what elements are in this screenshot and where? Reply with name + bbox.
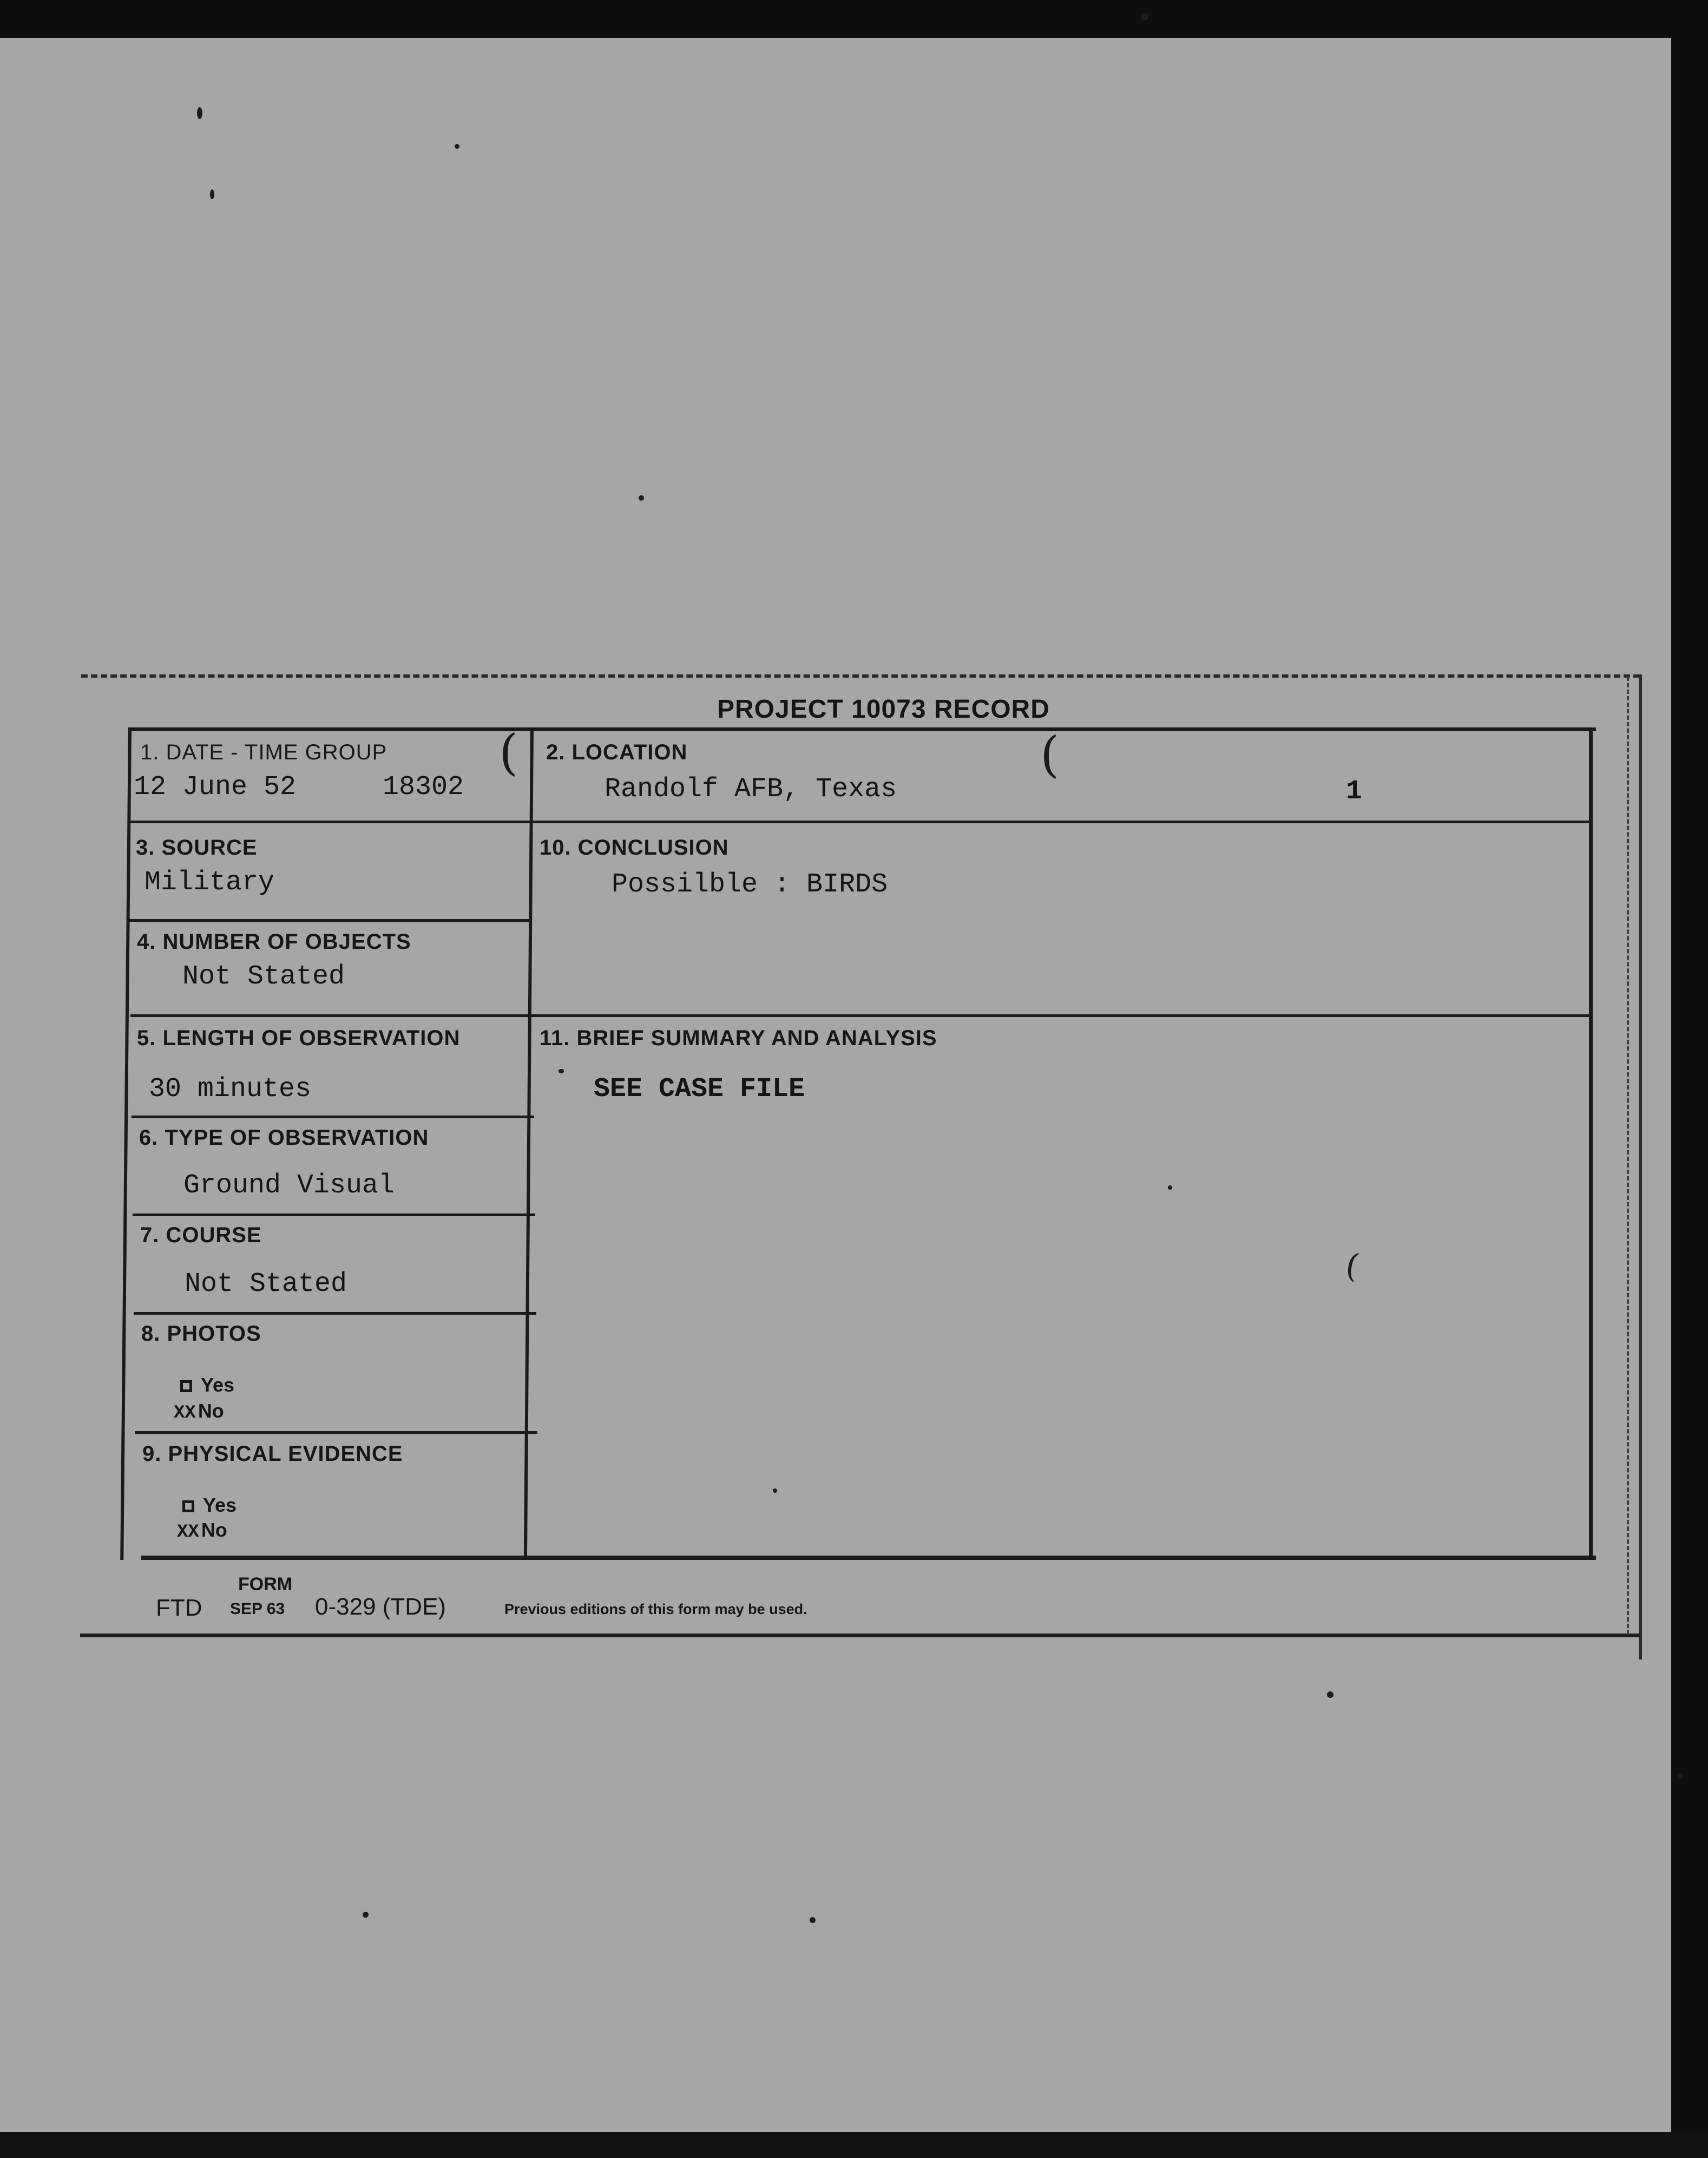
form-date-code: SEP 63 <box>230 1600 285 1618</box>
scan-speck <box>560 1069 564 1073</box>
physical-evidence-yes-label: Yes <box>203 1494 237 1516</box>
record-form <box>128 724 1596 1561</box>
scan-speck <box>810 1917 816 1923</box>
form-border-right <box>1589 727 1593 1560</box>
paren-mark-location: ( <box>1040 726 1060 783</box>
form-word: FORM <box>238 1574 293 1595</box>
location-label: 2. LOCATION <box>546 740 688 764</box>
date-time-label: 1. DATE - TIME GROUP <box>140 740 387 764</box>
scan-speck <box>639 495 644 501</box>
sleeve-edge-right-inner <box>1627 677 1629 1635</box>
form-border-top <box>128 727 1596 731</box>
scan-speck <box>1678 1773 1683 1777</box>
photos-no-option <box>174 1400 224 1424</box>
form-title: PROJECT 10073 RECORD <box>717 695 1050 724</box>
source-value: Military <box>144 867 275 898</box>
course-value: Not Stated <box>185 1269 347 1300</box>
film-border-right <box>1671 0 1708 2158</box>
film-border-bottom <box>0 2132 1708 2158</box>
physical-evidence-no-label: No <box>201 1519 227 1541</box>
physical-evidence-no-mark: XX <box>177 1522 199 1543</box>
photos-no-mark: XX <box>174 1403 196 1424</box>
course-label: 7. COURSE <box>140 1223 262 1247</box>
photos-yes-label: Yes <box>201 1374 235 1396</box>
film-border-top <box>0 0 1708 38</box>
date-value: 12 June 52 <box>134 772 297 803</box>
location-value: Randolf AFB, Texas <box>605 774 897 805</box>
divider-conclusion <box>533 1014 1592 1017</box>
photos-label: 8. PHOTOS <box>141 1322 261 1346</box>
scan-speck <box>773 1488 777 1493</box>
type-of-observation-label: 6. TYPE OF OBSERVATION <box>139 1126 429 1150</box>
sleeve-edge-right <box>1639 674 1642 1660</box>
length-of-observation-label: 5. LENGTH OF OBSERVATION <box>137 1026 461 1050</box>
sleeve-edge-top <box>81 674 1640 678</box>
divider-length <box>132 1116 534 1118</box>
divider-source <box>129 919 532 922</box>
form-agency: FTD <box>156 1595 202 1621</box>
conclusion-label: 10. CONCLUSION <box>540 836 729 860</box>
scan-speck <box>363 1912 369 1918</box>
divider-type <box>133 1214 535 1216</box>
summary-label: 11. BRIEF SUMMARY AND ANALYSIS <box>540 1026 937 1050</box>
physical-evidence-yes-option <box>182 1494 237 1517</box>
length-of-observation-value: 30 minutes <box>149 1074 312 1105</box>
column-divider <box>524 727 534 1560</box>
number-of-objects-label: 4. NUMBER OF OBJECTS <box>137 930 411 954</box>
photos-no-label: No <box>198 1400 224 1422</box>
physical-evidence-label: 9. PHYSICAL EVIDENCE <box>142 1442 403 1466</box>
checkbox-empty-icon <box>180 1380 192 1392</box>
checkbox-empty-icon <box>182 1500 194 1512</box>
scan-speck <box>1141 13 1148 21</box>
number-of-objects-value: Not Stated <box>182 961 345 992</box>
divider-date <box>128 821 532 823</box>
scan-speck <box>210 189 214 199</box>
divider-objects <box>130 1014 533 1017</box>
form-note: Previous editions of this form may be used. <box>504 1601 807 1617</box>
scan-speck <box>1168 1185 1172 1190</box>
type-of-observation-value: Ground Visual <box>183 1170 395 1201</box>
divider-location <box>531 821 1592 823</box>
paren-mark: ( <box>499 724 518 781</box>
time-value: 18302 <box>383 772 464 803</box>
sleeve-edge-bottom <box>80 1634 1639 1637</box>
physical-evidence-no-option <box>177 1519 227 1543</box>
pencil-mark: ( <box>1343 1246 1362 1286</box>
conclusion-value: Possilble : BIRDS <box>612 869 888 900</box>
page-number: 1 <box>1346 776 1363 807</box>
scan-speck <box>1327 1691 1333 1698</box>
source-label: 3. SOURCE <box>136 836 258 860</box>
divider-course <box>134 1312 536 1315</box>
form-number: 0-329 (TDE) <box>315 1593 446 1620</box>
scan-speck <box>197 107 202 119</box>
summary-value: SEE CASE FILE <box>594 1074 805 1105</box>
scan-speck <box>455 144 459 149</box>
form-border-bottom <box>141 1556 1596 1560</box>
divider-photos <box>135 1431 537 1434</box>
photos-yes-option <box>180 1374 234 1396</box>
